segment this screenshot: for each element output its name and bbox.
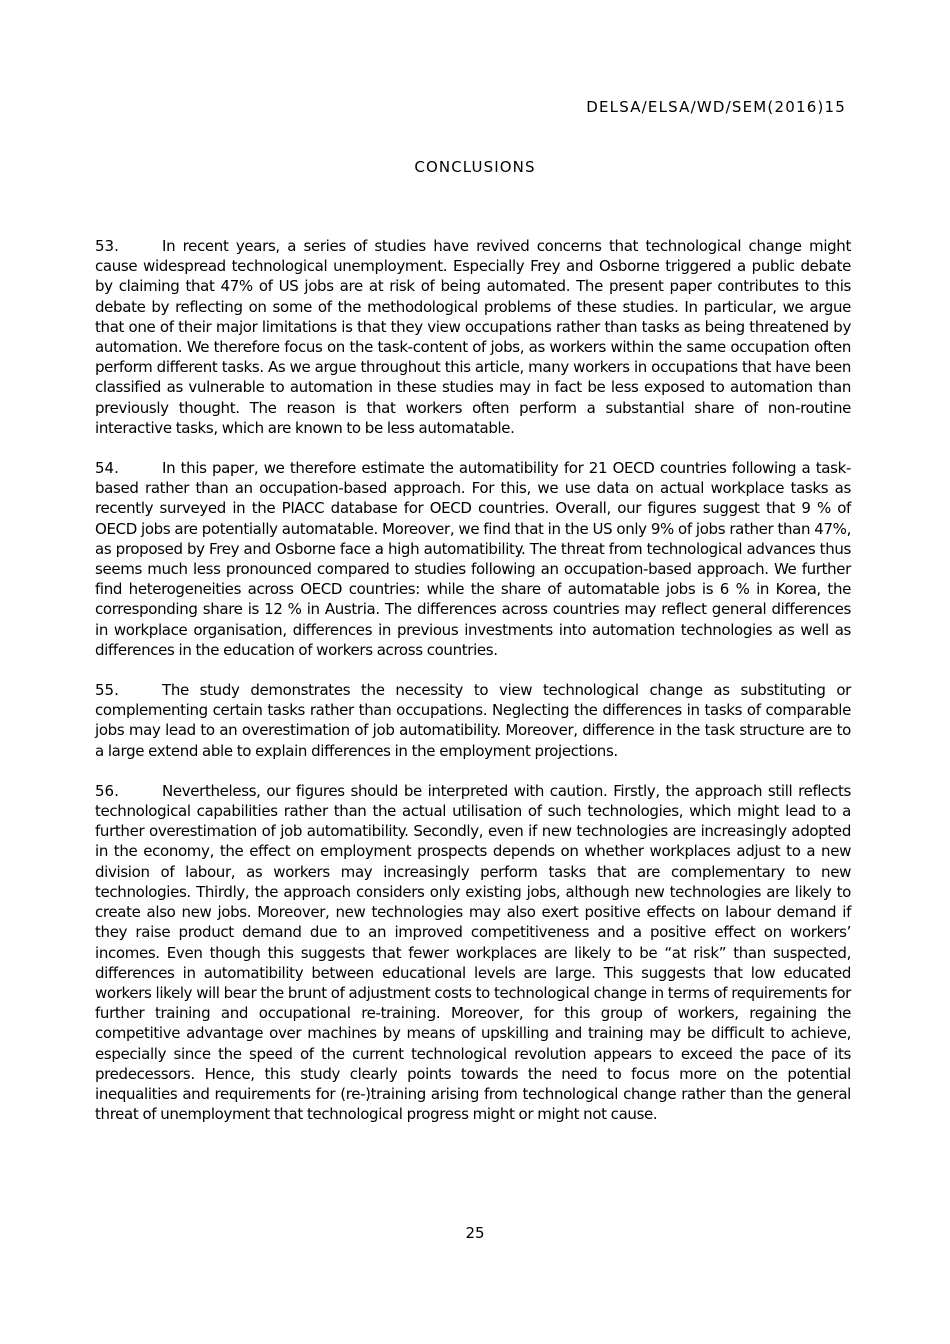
- paragraph-number: 53.: [95, 237, 119, 255]
- section-title: CONCLUSIONS: [414, 158, 536, 176]
- paragraph-text: In this paper, we therefore estimate the automatibility for 21 OECD countries following a task-based rather than an occupation-based approach. For this, we use data on actual workplace tasks as recently surveyed in the PIACC database for OECD countries. Overall, our figures suggest that 9 % of OECD jobs are potentially automatable. Moreover, we find that in the US only 9% of jobs rather than 47%, as proposed by Frey and Osborne face a high automatibility. The threat from technological advances thus seems much less pronounced compared to studies following an occupation-based approach. We further find heterogeneities across OECD countries: while the share of automatable jobs is 6 % in Korea, the corresponding share is 12 % in Austria. The differences across countries may reflect general differences in workplace organisation, differences in previous investments into automation technologies as well as differences in the education of workers across countries.: [95, 459, 851, 659]
- paragraph-number: 55.: [95, 681, 119, 700]
- paragraph-text: In recent years, a series of studies have revived concerns that technological change might cause widespread technological unemployment. Especially Frey and Osborne triggered a public debate by claiming that 47% of US jobs are at risk of being automated. The present paper contributes to this debate by reflecting on some of the methodological problems of these studies. In particular, we argue that one of their major limitations is that they view occupations rather than tasks as being threatened by automation. We therefore focus on the task-content of jobs, as workers within the same occupation often perform different tasks. As we argue throughout this article, many workers in occupations that have been classified as vulnerable to automation in these studies may in fact be less exposed to automation than previously thought. The reason is that workers often perform a substantial share of non-routine interactive tasks, which are known to be less automatable.: [95, 237, 851, 437]
- paragraph-54: [95, 458, 851, 660]
- paragraph-55: [95, 680, 851, 761]
- paragraph-text: Nevertheless, our figures should be interpreted with caution. Firstly, the approach still reflects technological capabilities rather than the actual utilisation of such technologies, which might lead to a further overestimation of job automatibility. Secondly, even if new technologies are increasingly adopted in the economy, the effect on employment prospects depends on whether workplaces adjust to a new division of labour, as workers may increasingly perform tasks that are complementary to new technologies. Thirdly, the approach considers only existing jobs, although new technologies are likely to create also new jobs. Moreover, new technologies may also exert positive effects on labour demand if they raise product demand due to an improved competitiveness and a positive effect on workers’ incomes. Even though this suggests that fewer workplaces are likely to be “at risk” than suspected, differences in automatibility between educational levels are large. This suggests that low educated workers likely will bear the brunt of adjustment costs to technological change in terms of requirements for further training and occupational re-training. Moreover, for this group of workers, regaining the competitive advantage over machines by means of upskilling and training may be difficult to achieve, especially since the speed of the current technological revolution appears to exceed the pace of its predecessors. Hence, this study clearly points towards the need to focus more on the potential inequalities and requirements for (re-)training arising from technological change rather than the general threat of unemployment that technological progress might or might not cause.: [95, 781, 851, 1124]
- paragraph-number: 54.: [95, 459, 119, 478]
- paragraph-56: [95, 781, 851, 1124]
- paragraph-text: The study demonstrates the necessity to view technological change as substituting or complementing certain tasks rather than occupations. Neglecting the differences in tasks of comparable jobs may lead to an overestimation of job automatibility. Moreover, difference in the task structure are to a large extend able to explain differences in the employment projections.: [95, 681, 851, 760]
- paragraph-number: 56.: [95, 781, 119, 800]
- page-number: 25: [465, 1224, 485, 1242]
- paragraph-53: [95, 236, 851, 438]
- document-reference: DELSA/ELSA/WD/SEM(2016)15: [586, 98, 846, 116]
- document-body: [95, 236, 851, 1144]
